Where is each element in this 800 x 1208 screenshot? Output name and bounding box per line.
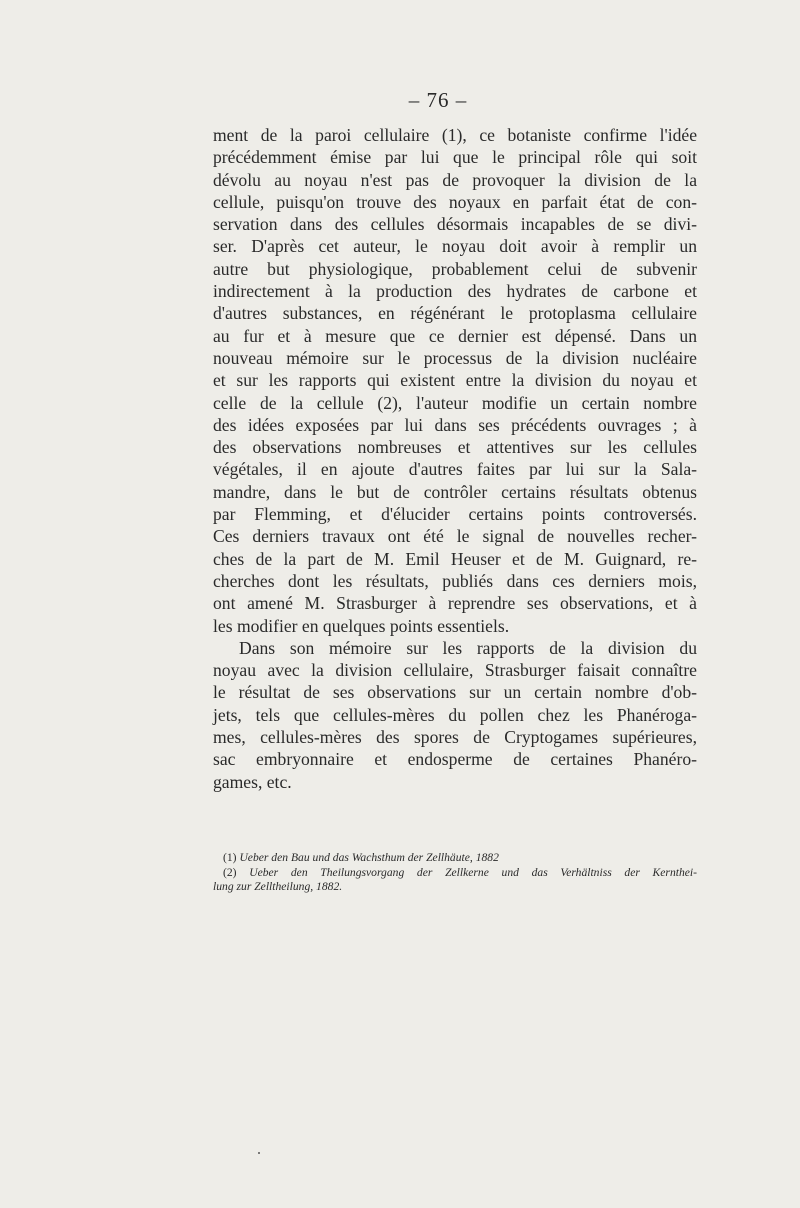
text-line: nouveau mémoire sur le processus de la division nucléaire [213,347,697,368]
text-line: ment de la paroi cellulaire (1), ce botaniste confirme l'idée [213,125,697,145]
text-line: mes, cellules-mères des spores de Cryptogames supérieures, [213,727,697,748]
text-line: autre but physiologique, probablement celui de subvenir [213,258,697,279]
text-line: mandre, dans le but de contrôler certains résultats obtenus [213,481,697,502]
text-line: cellule, puisqu'on trouve des noyaux en parfait état de con- [213,191,697,212]
text-line: cherches dont les résultats, publiés dans ces derniers mois, [213,570,697,591]
text-line: celle de la cellule (2), l'auteur modifie un certain nombre [213,392,697,413]
footnote-text: Ueber den Theilungsvorgang der Zellkerne und das Verhältniss der Kernthei- [249,865,697,879]
text-line: et sur les rapports qui existent entre la division du noyau et [213,370,697,391]
text-line: le résultat de ses observations sur un certain nombre d'ob- [213,682,697,703]
text-line: végétales, il en ajoute d'autres faites par lui sur la Sala- [213,459,697,480]
text-line: sac embryonnaire et endosperme de certaines Phanéro- [213,749,697,770]
footnote-text: Ueber den Bau und das Wachsthum der Zellhäute, 1882 [239,851,499,864]
text-line: des idées exposées par lui dans ses précédents ouvrages ; à [213,414,697,435]
text-line: par Flemming, et d'élucider certains points controversés. [213,504,697,525]
page-number: – 76 – [408,88,468,112]
paper-speck [258,1152,260,1154]
footnote-1 [213,851,697,866]
text-line: au fur et à mesure que ce dernier est dépensé. Dans un [213,325,697,346]
text-line: des observations nombreuses et attentives sur les cellules [213,437,697,458]
text-line: ser. D'après cet auteur, le noyau doit avoir à remplir un [213,236,697,257]
text-line: précédemment émise par lui que le principal rôle qui soit [213,147,697,168]
footnote-2-continued: lung zur Zelltheilung, 1882. [213,880,343,894]
footnote-marker: (2) [223,865,237,879]
text-line: Ces derniers travaux ont été le signal de nouvelles recher- [213,526,697,547]
text-line: jets, tels que cellules-mères du pollen chez les Phanéroga- [213,704,697,725]
footnote-2 [213,866,697,881]
footnote-marker: (1) [223,851,237,864]
text-line: ches de la part de M. Emil Heuser et de M. Guignard, re- [213,548,697,569]
body-text [213,124,697,793]
text-line: servation dans des cellules désormais incapables de se divi- [213,214,697,235]
text-line: d'autres substances, en régénérant le protoplasma cellulaire [213,303,697,324]
text-line: ont amené M. Strasburger à reprendre ses observations, et à [213,593,697,614]
text-line: noyau avec la division cellulaire, Strasburger faisait connaître [213,660,697,681]
text-line: Dans son mémoire sur les rapports de la division du [239,637,697,658]
text-line: games, etc. [213,771,292,792]
footnotes [213,851,697,895]
text-line: dévolu au noyau n'est pas de provoquer la division de la [213,169,697,190]
text-line: les modifier en quelques points essentiels. [213,615,510,636]
text-line: indirectement à la production des hydrates de carbone et [213,281,697,302]
